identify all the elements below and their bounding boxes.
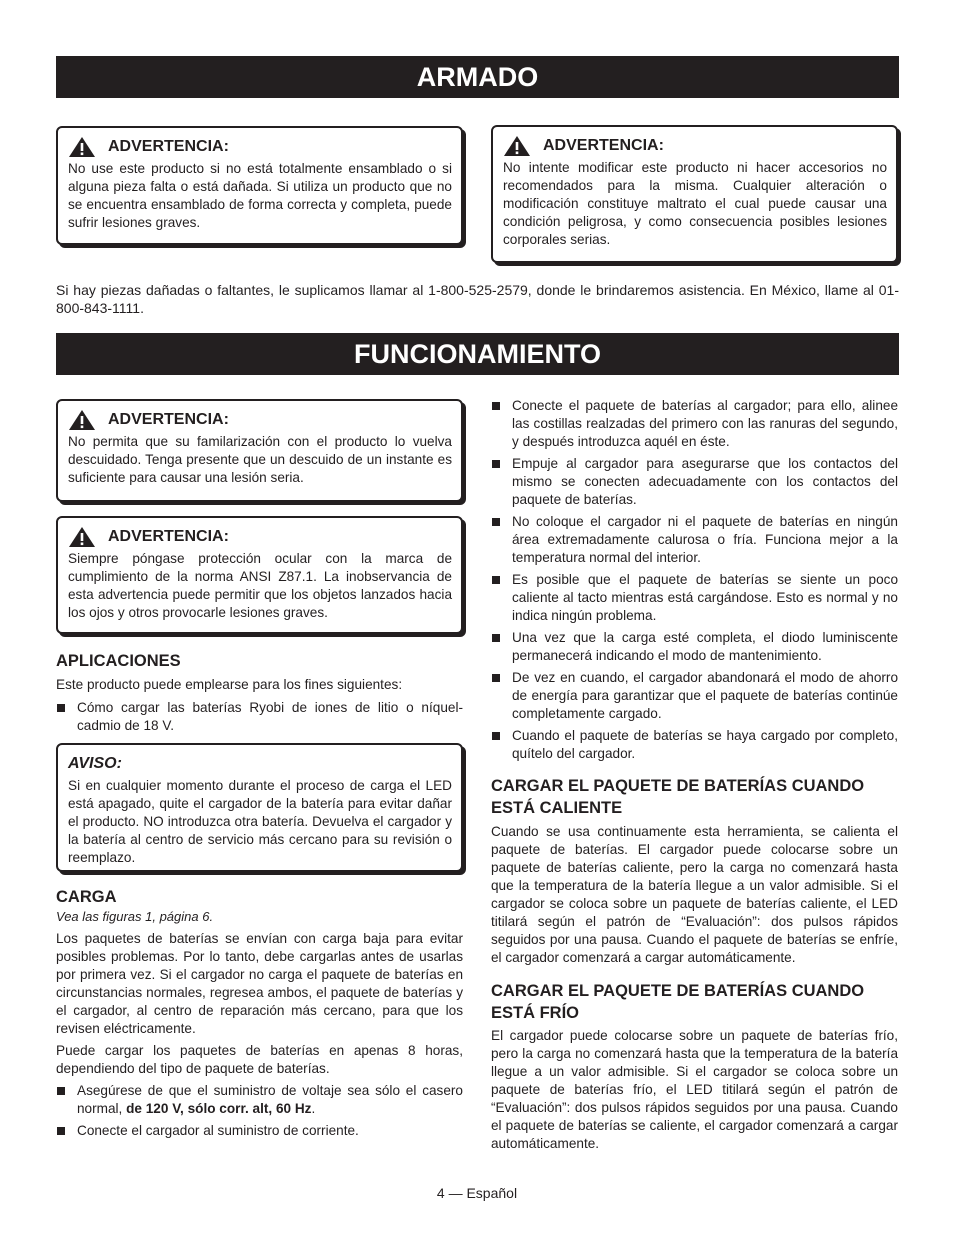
list-item: De vez en cuando, el cargador abandonará el modo de ahorro de energía para garantizar que el paquete de baterías continúe completamente cargado. xyxy=(491,669,898,723)
warning-text: No use este producto si no está totalmente ensamblado o si alguna pieza falta o está dañada. Si utiliza un producto que no se encuentra ensamblado de forma correcta y completa, puede sufrir lesiones graves. xyxy=(68,161,452,230)
aplicaciones-intro: Este producto puede emplearse para los fines siguientes: xyxy=(56,677,403,692)
warning-title: ADVERTENCIA: xyxy=(543,137,664,154)
list-item: Conecte el cargador al suministro de corriente. xyxy=(56,1122,463,1140)
carga-paragraph-2: Puede cargar los paquetes de baterías en apenas 8 horas, dependiendo del tipo de paquete de baterías. xyxy=(56,1043,463,1076)
aplicaciones-heading: APLICACIONES xyxy=(56,652,181,670)
warning-triangle-icon xyxy=(503,135,531,157)
frio-text: El cargador puede colocarse sobre un paquete de baterías frío, pero la carga no comenzará hasta que la temperatura de la batería llegue a un valor admisible. Si el cargador se coloca sobre un paquete de baterías frío, el LED titilará según el patrón de “Evaluación”: dos pulsos rápidos seguidos por una pausa. Cuando el paquete de baterías se caliente, el cargador comenzará a cargar automáticamente. xyxy=(491,1028,898,1151)
warning-header xyxy=(68,526,452,548)
warning-triangle-icon xyxy=(68,136,96,158)
warning-box-modification xyxy=(491,125,898,263)
list-item: Empuje al cargador para asegurarse que los contactos del mismo se conecten adecuadamente con los contactos del paquete de baterías. xyxy=(491,455,898,509)
aviso-box xyxy=(56,743,463,872)
warning-box-familiarity xyxy=(56,399,463,502)
carga-paragraph-1: Los paquetes de baterías se envían con carga baja para evitar posibles problemas. Por lo tanto, debe cargarlas antes de usarlas por primera vez. Si el cargador no carga el paquete de baterías en circunstancias normales, regresea ambos, el paquete de baterías y el cargador, al centro de reparación más cercano, para que los revisen eléctricamente. xyxy=(56,931,463,1036)
carga-figure-ref: Vea las figuras 1, página 6. xyxy=(56,909,214,924)
warning-triangle-icon xyxy=(68,526,96,548)
warning-box-assembly xyxy=(56,126,463,245)
list-item: Cómo cargar las baterías Ryobi de iones de litio o níquel-cadmio de 18 V. xyxy=(56,699,463,735)
warning-title: ADVERTENCIA: xyxy=(108,411,229,428)
list-item: Conecte el paquete de baterías al cargador; para ello, alinee las costillas realzadas del primero con las ranuras del segundo, y después introduzca aquél en éste. xyxy=(491,397,898,451)
armado-note: Si hay piezas dañadas o faltantes, le suplicamos llamar al 1-800-525-2579, donde le brindaremos asistencia. En México, llame al 01-800-843-1111. xyxy=(56,282,899,316)
charging-steps-list xyxy=(491,397,898,767)
list-item: Es posible que el paquete de baterías se siente un poco caliente al tacto mientras está cargándose. Esto es normal y no indica ningún problema. xyxy=(491,571,898,625)
warning-header xyxy=(68,136,452,158)
warning-triangle-icon xyxy=(68,409,96,431)
warning-title: ADVERTENCIA: xyxy=(108,528,229,545)
warning-text: No permita que su familarización con el producto lo vuelva descuidado. Tenga presente que un descuido de un instante es suficiente para causar una lesión seria. xyxy=(68,434,452,485)
carga-heading: CARGA xyxy=(56,888,117,906)
warning-text: No intente modificar este producto ni hacer accesorios no recomendados para la misma. Cualquier alteración o modificación constituye maltrato el cual puede causar una condición peligrosa, y como consecuencia posibles lesiones corporales serias. xyxy=(503,160,887,247)
list-item: Cuando el paquete de baterías se haya cargado por completo, quítelo del cargador. xyxy=(491,727,898,763)
caliente-text: Cuando se usa continuamente esta herramienta, se calienta el paquete de baterías. El cargador puede colocarse sobre un paquete de baterías caliente, pero la carga no comenzará hasta que la temperatura de la batería llegue a un valor admisible. Si el cargador se coloca sobre un paquete de baterías caliente, el LED titilará según el patrón de “Evaluación”: dos pulsos rápidos seguidos por una pausa. Cuando el paquete de baterías se enfríe, el cargador comenzará a cargar automáticamente. xyxy=(491,824,898,965)
aplicaciones-list xyxy=(56,699,463,739)
frio-heading: CARGAR EL PAQUETE DE BATERÍAS CUANDO ESTÁ FRÍO xyxy=(491,982,865,1022)
warning-text: Siempre póngase protección ocular con la marca de cumplimiento de la norma ANSI Z87.1. La inobservancia de esta advertencia puede permitir que los objetos lanzados hacia los ojos y otros provocarle lesiones graves. xyxy=(68,551,452,620)
aviso-text: Si en cualquier momento durante el proceso de carga el LED está apagado, quite el cargador de la batería para evitar dañar el producto. NO introduzca otra batería. Devuelva el cargador y la batería al centro de servicio más cercano para su revisión o reemplazo. xyxy=(68,778,452,865)
page-footer: 4 — Español xyxy=(436,1185,518,1201)
list-item: Una vez que la carga esté completa, el diodo luminiscente permanecerá indicando el modo de mantenimiento. xyxy=(491,629,898,665)
caliente-heading: CARGAR EL PAQUETE DE BATERÍAS CUANDO ESTÁ CALIENTE xyxy=(491,777,865,817)
warning-box-eye-protection xyxy=(56,516,463,634)
section-banner-armado: ARMADO xyxy=(56,56,899,98)
warning-header xyxy=(68,409,452,431)
warning-header xyxy=(503,135,887,157)
warning-title: ADVERTENCIA: xyxy=(108,138,229,155)
list-item: No coloque el cargador ni el paquete de baterías en ningún área extremadamente calurosa o fría. Funciona mejor a la temperatura normal del interior. xyxy=(491,513,898,567)
section-banner-funcionamiento: FUNCIONAMIENTO xyxy=(56,333,899,375)
aviso-title: AVISO: xyxy=(68,755,122,772)
carga-list xyxy=(56,1082,463,1144)
list-item: Asegúrese de que el suministro de voltaje sea sólo el casero normal, de 120 V, sólo corr. alt, 60 Hz. xyxy=(56,1082,463,1118)
